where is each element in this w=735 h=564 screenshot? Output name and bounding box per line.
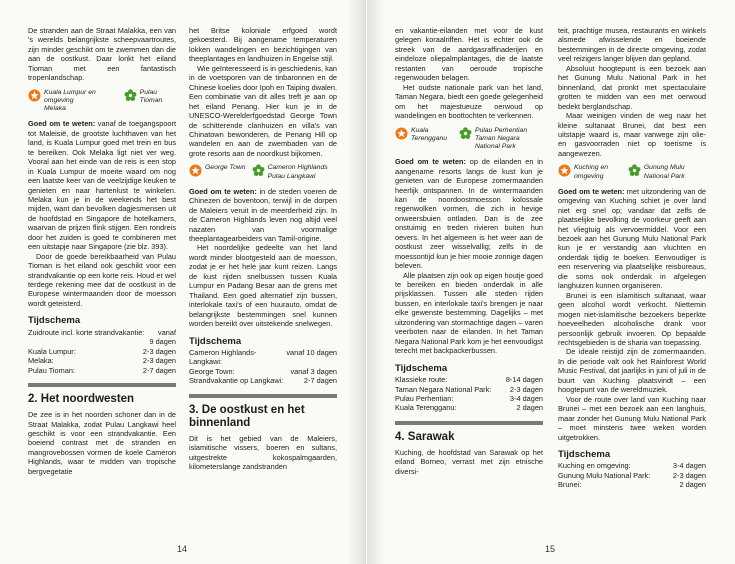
star-badge-icon bbox=[28, 89, 41, 102]
paragraph: Kuching, de hoofdstad van Sarawak op het eiland Borneo, verrast met zijn etnische diversi- bbox=[395, 447, 543, 476]
lead-label: Goed om te weten: bbox=[189, 186, 257, 196]
flower-icon bbox=[459, 127, 472, 140]
paragraph: het Britse koloniale erfgoed wordt gekoesterd. Bij aangename temperaturen lokken wandelingen en bezichtigingen van theeplantages en landhuizen in Engelse stijl. bbox=[189, 26, 337, 64]
star-badge-icon bbox=[189, 164, 202, 177]
paragraph: en vakantie-eilanden met voor de kust gelegen koraalriffen. Het is echter ook de streek van de aardgasraffinaderijen en eindeloze oliepalmplantages, die de laatste restanten van oeroude tropische regenwouden belagen. bbox=[395, 26, 543, 83]
paragraph: Goed om te weten: op de eilanden en in aangename resorts langs de kust kun je genieten van de Europese zomermaanden heerlijk ontspannen. In de wintermaanden kan de noordoostmoesson kolossale regenwolken vormen, die zich in hevige onweersbuien ontladen. Dan is de zee onstuimig en treden rivieren buiten hun oevers. In het algemeen is het weer aan de oostkust zeer wisselvallig; zelfs in de moessontijd kun je hier mooie zonnige dagen beleven. bbox=[395, 157, 543, 271]
schedule-row: Kuala Terengganu: 2 dagen bbox=[395, 403, 543, 413]
schedule-table bbox=[28, 328, 176, 375]
schedule-title: Tijdschema bbox=[28, 315, 81, 327]
schedule-row: Pulau Tioman: 2-7 dagen bbox=[28, 365, 176, 375]
highlights-legend bbox=[189, 164, 337, 180]
legend-item: Kuala Lumpur en omgeving bbox=[44, 88, 96, 104]
schedule-row: Cameron Highlands-Langkawi: vanaf 10 dagen bbox=[189, 348, 337, 367]
star-badge-icon bbox=[558, 164, 571, 177]
schedule-title: Tijdschema bbox=[189, 335, 242, 347]
legend-item: Pulau Langkawi bbox=[267, 172, 316, 180]
right-column-1 bbox=[395, 26, 543, 476]
paragraph: Goed om te weten: met uitzondering van de omgeving van Kuching schiet je over land niet erg snel op; vandaar dat zelfs de plaatselijke bevolking de voorkeur geeft aan het vliegtuig als vervoermiddel. Voor een bezoek aan het Gunung Mulu National Park kun je er verstandig aan vluchten en onderdak tijdig te boeken. Eenvoudiger is een reservering via plaatselijke reisbureaus, die soms ook onderdak in afgelegen langhuizen kunnen organiseren. bbox=[558, 186, 706, 291]
paragraph: Alle plaatsen zijn ook op eigen houtje goed te bereiken en bieden onderdak in alle prijsklassen. Tussen alle steden rijden bussen, en interlokale taxi's brengen je naar elke gewenste bestemming. Dagelijks – met uitzondering van stormachtige dagen – varen veerboten naar de eilanden. In het Taman Negara National Park kom je het eenvoudigst terecht met backpackerbussen. bbox=[395, 270, 543, 356]
paragraph: Door de goede bereikbaarheid van Pulau Tioman is het eiland ook geschikt voor een strandvakantie op een korte reis. Houd er wel terdege rekening mee dat de oostkust in de Europese wintermaanden door de moesson wordt geteisterd. bbox=[28, 251, 176, 308]
section-heading: 3. De oostkust en het binnenland bbox=[189, 394, 337, 430]
schedule-title: Tijdschema bbox=[558, 448, 611, 460]
star-badge-icon bbox=[395, 127, 408, 140]
schedule-row: Pulau Perhentian: 3-4 dagen bbox=[395, 394, 543, 404]
schedule-row: Brunei: 2 dagen bbox=[558, 480, 706, 490]
paragraph: Wie geïnteresseerd is in geschiedenis, kan in de voetsporen van de tinbaronnen en de Chinese koelies door Ipoh en Taiping dwalen. Een combinatie van dit alles treft je aan op het eiland Penang. Hier kun je in de UNESCO-Werelderfgoedstad George Town de schitterende clanhuizen en villa's van Chinatown bewonderen, de Penang Hill op wandelen en aan de zwembaden van de grote resorts aan de noordkust bijkomen. bbox=[189, 63, 337, 158]
schedule-row: Kuching en omgeving: 3-4 dagen bbox=[558, 461, 706, 471]
left-page bbox=[0, 0, 366, 564]
lead-label: Goed om te weten: bbox=[558, 186, 625, 196]
schedule-row: Taman Negara National Park: 2-3 dagen bbox=[395, 384, 543, 394]
legend-item: Kuala Terengganu bbox=[411, 126, 448, 142]
highlights-legend bbox=[558, 164, 706, 180]
schedule-row: Gunung Mulu National Park: 2-3 dagen bbox=[558, 470, 706, 480]
schedule-table bbox=[189, 348, 337, 386]
paragraph: Het oudste nationale park van het land, Taman Negara, biedt een goede gelegenheid om het majestueuze oerwoud op wandelingen en boottochten te verkennen. bbox=[395, 82, 543, 121]
legend-item: Pulau Tioman bbox=[139, 88, 163, 104]
legend-item: Cameron Highlands bbox=[267, 164, 328, 172]
page-number: 14 bbox=[176, 544, 187, 554]
legend-item: Pulau Perhentian bbox=[474, 126, 528, 134]
legend-item: Melaka bbox=[44, 105, 66, 113]
schedule-row: Strandvakantie op Langkawi: 2-7 dagen bbox=[189, 376, 337, 386]
paragraph: Absoluut hoogtepunt is een bezoek aan het Gunung Mulu National Park in het binnenland, dat pronkt met spectaculaire grotten te midden van een met oerwoud bedekt berglandschap. bbox=[558, 63, 706, 111]
lead-label: Goed om te weten: bbox=[395, 157, 466, 167]
schedule-table bbox=[558, 461, 706, 489]
flower-icon bbox=[124, 89, 137, 102]
schedule-row: George Town: vanaf 3 dagen bbox=[189, 366, 337, 376]
lead-label: Goed om te weten: bbox=[28, 119, 96, 129]
schedule-value: 9 dagen bbox=[149, 337, 176, 347]
flower-icon bbox=[628, 164, 641, 177]
highlights-legend bbox=[28, 89, 176, 114]
gutter-shadow bbox=[347, 0, 365, 564]
paragraph: Goed om te weten: vanaf de toegangspoort tot Maleisië, de grootste luchthaven van het land, is Kuala Lumpur goed met trein en bus te bereiken. Ook Melaka ligt niet ver weg. Vooral aan het einde van de reis is een stop in Kuala Lumpur de moeite waard om nog een laatste keer van de veelzijdige keuken te genieten en naar hartenlust te winkelen. Melaka kun je in de weekends het best mijden, want dan bevolken dagjesmensen uit de hoofdstad en Singapore de hotelkamers, waarvan de prijzen flink stijgen. Een rondreis door het zuiden is goed te combineren met een uitstapje naar Singapore (zie blz. 393). bbox=[28, 119, 176, 252]
page-number: 15 bbox=[545, 544, 556, 554]
section-heading: 4. Sarawak bbox=[395, 421, 543, 444]
highlights-legend bbox=[395, 127, 543, 152]
legend-item: Kuching en omgeving bbox=[574, 164, 609, 180]
schedule-row: Zuidroute incl. korte strandvakantie: vanaf bbox=[28, 327, 176, 337]
left-column-1 bbox=[28, 26, 176, 476]
paragraph: Het noordelijke gedeelte van het land wordt minder blootgesteld aan de moesson, zodat je er het hele jaar kunt reizen. Langs de kust rijden snelbussen tussen Kuala Lumpur en Padang Besar aan de grens met Thailand. Een goed alternatief zijn bussen, interlokale taxi's of een huurauto, omdat de belangrijkste bestemmingen snel kunnen worden bereikt over uitstekende snelwegen. bbox=[189, 243, 337, 329]
right-column-2 bbox=[558, 26, 706, 490]
paragraph: Voor de route over land van Kuching naar Brunei – met een bezoek aan een langhuis, maar zonder het Gunung Mulu National Park – moet minstens twee weken worden uitgetrokken. bbox=[558, 394, 706, 442]
schedule-table bbox=[395, 375, 543, 413]
gutter-shadow bbox=[367, 0, 385, 564]
paragraph: De zee is in het noorden schoner dan in de Straat Malakka, zodat Pulau Langkawi heel geschikt is voor een strandvakantie. Een boeiend contrast met de stranden en mangrovebossen vormen de koele Cameron Highlands, waar te midden van tropische bergvegetatie bbox=[28, 410, 176, 476]
schedule-row: Kuala Lumpur: 2-3 dagen bbox=[28, 346, 176, 356]
schedule-title: Tijdschema bbox=[395, 362, 448, 374]
paragraph: De stranden aan de Straat Malakka, een van 's werelds belangrijkste scheepvaartroutes, zijn minder geschikt om te zwemmen dan die aan de oostkust. Daar lonkt het eiland Tioman met een fantastisch tropenlandschap. bbox=[28, 26, 176, 83]
section-heading: 2. Het noordwesten bbox=[28, 383, 176, 406]
schedule-row: Klassieke route: 8-14 dagen bbox=[395, 375, 543, 385]
paragraph: Brunei is een islamitisch sultanaat, waar geen alcohol wordt verkocht. Niettemin mogen niet-islamitische bezoekers beperkte hoeveelheden alcoholische drank voor persoonlijk gebruik invoeren. Op bepaalde rechtsgebieden is de sharia van toepassing. bbox=[558, 290, 706, 347]
left-column-2 bbox=[189, 26, 337, 472]
legend-item: Gunung Mulu National Park bbox=[643, 164, 685, 180]
legend-item: George Town bbox=[205, 164, 246, 172]
flower-icon bbox=[252, 164, 265, 177]
paragraph: Goed om te weten: in de steden voeren de Chinezen de boventoon, terwijl in de dorpen de Maleiers veruit in de meerderheid zijn. In de Cameron Highlands leven nog altijd veel nazaten van voormalige theeplantagearbeiders van Tamil-origine. bbox=[189, 186, 337, 244]
paragraph: Dit is het gebied van de Maleiers, islamitische vissers, boeren en sultans, uitgestrekte kokospalmgaarden, kilometerslange zandstranden bbox=[189, 433, 337, 472]
paragraph: teit, prachtige musea, restaurants en winkels alsmede afwisselende en boeiende bestemmingen in de directe omgeving, zodat veel reizigers langer blijven dan gepland. bbox=[558, 26, 706, 64]
schedule-row: Melaka: 2-3 dagen bbox=[28, 356, 176, 366]
legend-item: Taman Negara National Park bbox=[474, 134, 520, 150]
paragraph: De ideale reistijd zijn de zomermaanden. In die periode valt ook het Rainforest World Music Festival, dat jaarlijks in juni of juli in de buurt van Kuching plaatsvindt – een hoogtepunt van de wereldmuziek. bbox=[558, 347, 706, 395]
right-page bbox=[367, 0, 735, 564]
paragraph: Maar weinigen vinden de weg naar het kleine sultanaat Brunei, dat best een uitstapje waard is, maar vanwege zijn olie- en gasvoorraden niet op toerisme is aangewezen. bbox=[558, 111, 706, 158]
